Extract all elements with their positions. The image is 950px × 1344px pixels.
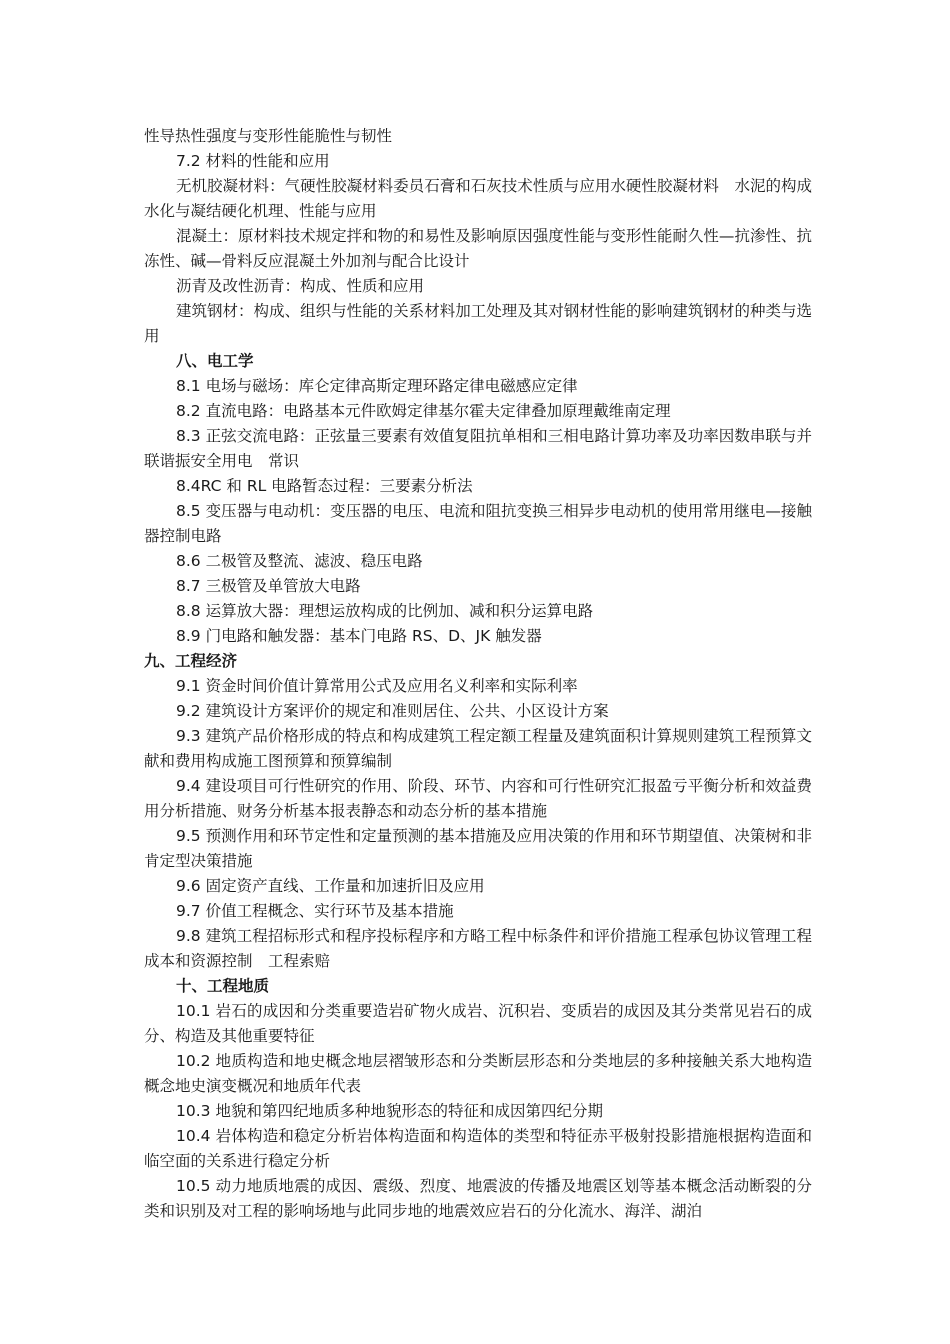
section-item: 8.9 门电路和触发器：基本门电路 RS、D、JK 触发器 bbox=[176, 627, 542, 645]
section-item: 9.2 建筑设计方案评价的规定和准则居住、公共、小区设计方案 bbox=[176, 702, 609, 720]
section-item: 9.8 建筑工程招标形式和程序投标程序和方略工程中标条件和评价措施工程承包协议管理工程成本和资源控制 工程索赔 bbox=[144, 927, 812, 970]
section-item: 9.5 预测作用和环节定性和定量预测的基本措施及应用决策的作用和环节期望值、决策树和非肯定型决策措施 bbox=[144, 827, 812, 870]
section-item: 8.2 直流电路：电路基本元件欧姆定律基尔霍夫定律叠加原理戴维南定理 bbox=[176, 402, 671, 420]
section-item: 9.6 固定资产直线、工作量和加速折旧及应用 bbox=[176, 877, 485, 895]
paragraph: 混凝土：原材料技术规定拌和物的和易性及影响原因强度性能与变形性能耐久性—抗渗性、抗冻性、碱—骨料反应混凝土外加剂与配合比设计 bbox=[144, 227, 812, 270]
section-item: 9.1 资金时间价值计算常用公式及应用名义利率和实际利率 bbox=[176, 677, 578, 695]
paragraph: 建筑钢材：构成、组织与性能的关系材料加工处理及其对钢材性能的影响建筑钢材的种类与选用 bbox=[144, 302, 812, 345]
section-item: 7.2 材料的性能和应用 bbox=[176, 152, 330, 170]
document-body bbox=[144, 124, 812, 1224]
section-item: 8.5 变压器与电动机：变压器的电压、电流和阻抗变换三相异步电动机的使用常用继电—接触器控制电路 bbox=[144, 502, 812, 545]
section-item: 10.5 动力地质地震的成因、震级、烈度、地震波的传播及地震区划等基本概念活动断裂的分类和识别及对工程的影响场地与此同步地的地震效应岩石的分化流水、海洋、湖泊 bbox=[144, 1177, 812, 1220]
section-item: 8.1 电场与磁场：库仑定律高斯定理环路定律电磁感应定律 bbox=[176, 377, 578, 395]
section-item: 8.7 三极管及单管放大电路 bbox=[176, 577, 361, 595]
section-item: 9.7 价值工程概念、实行环节及基本措施 bbox=[176, 902, 454, 920]
section-item: 8.6 二极管及整流、滤波、稳压电路 bbox=[176, 552, 423, 570]
section-heading: 八、电工学 bbox=[176, 352, 254, 370]
section-heading: 十、工程地质 bbox=[176, 977, 270, 995]
paragraph: 沥青及改性沥青：构成、性质和应用 bbox=[176, 277, 425, 295]
section-item: 9.3 建筑产品价格形成的特点和构成建筑工程定额工程量及建筑面积计算规则建筑工程预算文献和费用构成施工图预算和预算编制 bbox=[144, 727, 812, 770]
section-item: 8.8 运算放大器：理想运放构成的比例加、减和积分运算电路 bbox=[176, 602, 594, 620]
section-item: 10.4 岩体构造和稳定分析岩体构造面和构造体的类型和特征赤平极射投影措施根据构造面和临空面的关系进行稳定分析 bbox=[144, 1127, 812, 1170]
paragraph: 性导热性强度与变形性能脆性与韧性 bbox=[144, 127, 393, 145]
section-item: 8.3 正弦交流电路：正弦量三要素有效值复阻抗单相和三相电路计算功率及功率因数串联与并联谐振安全用电 常识 bbox=[144, 427, 812, 470]
paragraph: 无机胶凝材料：气硬性胶凝材料委员石膏和石灰技术性质与应用水硬性胶凝材料 水泥的构成水化与凝结硬化机理、性能与应用 bbox=[144, 177, 812, 220]
section-heading: 九、工程经济 bbox=[144, 652, 238, 670]
section-item: 10.1 岩石的成因和分类重要造岩矿物火成岩、沉积岩、变质岩的成因及其分类常见岩石的成分、构造及其他重要特征 bbox=[144, 1002, 812, 1045]
section-item: 10.3 地貌和第四纪地质多种地貌形态的特征和成因第四纪分期 bbox=[176, 1102, 603, 1120]
section-item: 9.4 建设项目可行性研究的作用、阶段、环节、内容和可行性研究汇报盈亏平衡分析和效益费用分析措施、财务分析基本报表静态和动态分析的基本措施 bbox=[144, 777, 812, 820]
section-item: 10.2 地质构造和地史概念地层褶皱形态和分类断层形态和分类地层的多种接触关系大地构造概念地史演变概况和地质年代表 bbox=[144, 1052, 812, 1095]
section-item: 8.4RC 和 RL 电路暂态过程：三要素分析法 bbox=[176, 477, 473, 495]
